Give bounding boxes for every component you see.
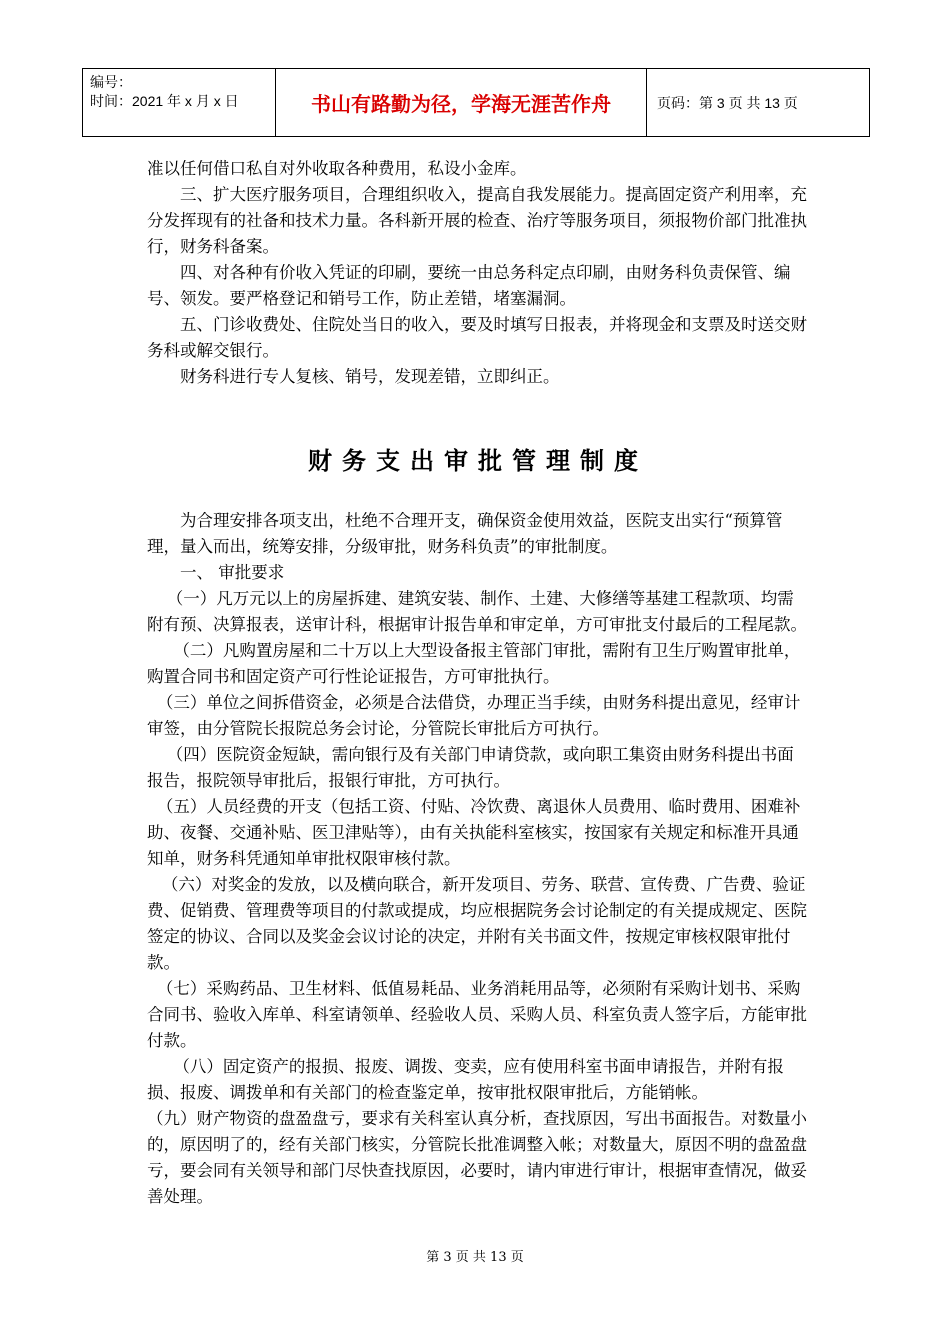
page-header [82, 68, 870, 137]
top-text [147, 156, 809, 390]
page-footer: 第 3 页 共 13 页 [426, 1250, 524, 1265]
paragraph: （二）凡购置房屋和二十万以上大型设备报主管部门审批，需附有卫生厅购置审批单，购置合同书和固定资产可行性论证报告，方可审批执行。 [147, 641, 801, 686]
paragraph: 四、对各种有价收入凭证的印刷，要统一由总务科定点印刷，由财务科负责保管、编号、领发。要严格登记和销号工作，防止差错，堵塞漏洞。 [147, 263, 791, 308]
header-page-number: 页码：第 3 页 共 13 页 [657, 94, 798, 111]
header-number: 编号： [90, 74, 132, 90]
main-text [147, 508, 809, 1210]
paragraph: （七）采购药品、卫生材料、低值易耗品、业务消耗用品等，必须附有采购计划书、采购合同书、验收入库单、科室请领单、经验收人员、采购人员、科室负责人签字后，方能审批付款。 [147, 979, 807, 1050]
paragraph: （九）财产物资的盘盈盘亏，要求有关科室认真分析，查找原因，写出书面报告。对数量小的，原因明了的，经有关部门核实，分管院长批准调整入帐；对数量大，原因不明的盘盈盘亏，要会同有关领导和部门尽快查找原因，必要时，请内审进行审计，根据审查情况，做妥善处理。 [147, 1109, 807, 1206]
paragraph: 为合理安排各项支出，杜绝不合理开支，确保资金使用效益，医院支出实行“预算管理，量入而出，统筹安排，分级审批，财务科负责”的审批制度。 [147, 511, 783, 556]
paragraph: （四）医院资金短缺，需向银行及有关部门申请贷款，或向职工集资由财务科提出书面报告，报院领导审批后，报银行审批，方可执行。 [147, 745, 794, 790]
paragraph: 五、门诊收费处、住院处当日的收入，要及时填写日报表，并将现金和支票及时送交财务科或解交银行。 [147, 315, 807, 360]
paragraph: （六）对奖金的发放，以及横向联合，新开发项目、劳务、联营、宣传费、广告费、验证费、促销费、管理费等项目的付款或提成，均应根据院务会讨论制定的有关提成规定、医院签定的协议、合同以及奖金会议讨论的决定，并附有关书面文件，按规定审核权限审批付款。 [147, 875, 807, 972]
paragraph: 财务科进行专人复核、销号，发现差错，立即纠正。 [180, 367, 560, 386]
paragraph: （五）人员经费的开支（包括工资、付贴、冷饮费、离退休人员费用、临时费用、困难补助、夜餐、交通补贴、医卫津贴等），由有关执能科室核实，按国家有关规定和标准开具通知单，财务科凭通知单审批权限审核付款。 [147, 797, 801, 868]
paragraph: （三）单位之间拆借资金，必须是合法借贷，办理正当手续，由财务科提出意见，经审计审签，由分管院长报院总务会讨论，分管院长审批后方可执行。 [147, 693, 801, 738]
section-heading: 一、 审批要求 [180, 563, 285, 582]
paragraph: （八）固定资产的报损、报废、调拨、变卖，应有使用科室书面申请报告，并附有报损、报废、调拨单和有关部门的检查鉴定单，按审批权限审批后，方能销帐。 [147, 1057, 784, 1102]
header-date: 时间：2021 年 x 月 x 日 [90, 93, 239, 109]
header-motto: 书山有路勤为径，学海无涯苦作舟 [276, 69, 647, 136]
header-meta [83, 69, 276, 136]
paragraph: 三、扩大医疗服务项目，合理组织收入，提高自我发展能力。提高固定资产利用率，充分发挥现有的社备和技术力量。各科新开展的检查、治疗等服务项目，须报物价部门批准执行，财务科备案。 [147, 185, 807, 256]
paragraph: （一）凡万元以上的房屋拆建、建筑安装、制作、土建、大修缮等基建工程款项、均需附有预、决算报表，送审计科，根据审计报告单和审定单，方可审批支付最后的工程尾款。 [147, 589, 807, 634]
section-title: 财务支出审批管理制度 [308, 447, 648, 475]
paragraph: 准以任何借口私自对外收取各种费用，私设小金库。 [147, 159, 527, 178]
